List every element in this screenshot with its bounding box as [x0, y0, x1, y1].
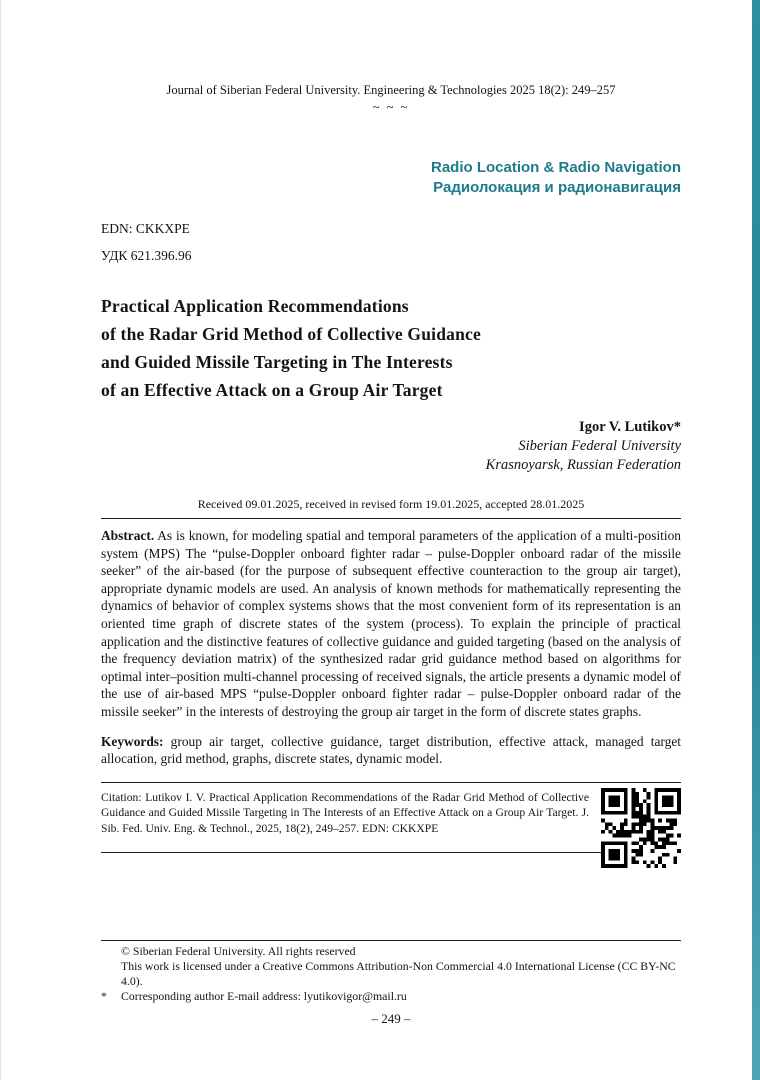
paper-title-line-1: Practical Application Recommendations — [101, 296, 409, 316]
author-affiliation: Siberian Federal University — [518, 438, 681, 454]
abstract-paragraph — [101, 527, 681, 721]
footer-divider — [101, 940, 681, 941]
journal-header: Journal of Siberian Federal University. Engineering & Technologies 2025 18(2): 249–257 — [166, 83, 616, 97]
abstract-text: As is known, for modeling spatial and temporal parameters of the application of a multi-position system (MPS) The “pulse-Doppler onboard fighter radar – pulse-Doppler onboard radar of the missile seeker” of the air-based (for the purpose of subsequent effective counteraction to the group air target), appropriate dynamic models are used. An analysis of known methods for mathematically representing the dynamics of behavior of complex systems shows that the most convenient form of its representation is an oriented time graph of discrete states of the system (process). To explain the principle of practical application and the distinctive features of collective guidance and guided targeting (based on the analysis of the frequency deviation matrix) of the synthesized radar grid guidance method based on algorithms for optimal inter–position multi-channel processing of received signals, the article presents a dynamic model of the use of air-based MPS “pulse-Doppler onboard fighter radar – pulse-Doppler onboard radar of the missile seeker” in the interests of destroying the group air target in the form of discrete states graphs. — [101, 528, 681, 719]
page-number: – 249 – — [371, 1010, 411, 1026]
abstract-label: Abstract. — [101, 528, 155, 543]
qr-code-graphic — [601, 788, 681, 868]
citation-block — [101, 782, 681, 868]
footer-corresponding-row — [101, 989, 681, 1004]
keywords-text: group air target, collective guidance, target distribution, effective attack, managed target allocation, grid method, graphs, discrete states, dynamic model. — [101, 733, 681, 767]
edn-code: EDN: CKKXPE — [101, 221, 190, 236]
citation-text: Citation: Lutikov I. V. Practical Application Recommendations of the Radar Grid Method of Collective Guidance and Guided Missile Targeting in The Interests of an Effective Attack on a Group Air Target. J. Sib. Fed. Univ. Eng. & Technol., 2025, 18(2), 249–257. EDN: CKKXPE — [101, 783, 601, 853]
udk-code: УДК 621.396.96 — [101, 248, 192, 263]
footer-asterisk: * — [101, 988, 107, 1003]
author-name: Igor V. Lutikov* — [579, 419, 681, 435]
keywords-paragraph — [101, 733, 681, 768]
paper-title-line-4: of an Effective Attack on a Group Air Target — [101, 380, 443, 400]
paper-title-line-2: of the Radar Grid Method of Collective Guidance — [101, 324, 481, 344]
footer-corresponding-author: Corresponding author E-mail address: lyutikovigor@mail.ru — [121, 988, 407, 1003]
section-heading-ru: Радиолокация и радионавигация — [433, 179, 681, 196]
paper-title — [101, 292, 681, 404]
article-page — [1, 0, 760, 1080]
tilde-divider: ~ ~ ~ — [372, 100, 410, 114]
divider-above-abstract — [101, 518, 681, 519]
author-location: Krasnoyarsk, Russian Federation — [485, 457, 681, 473]
keywords-label: Keywords: — [101, 733, 164, 749]
footer-block — [101, 940, 681, 1027]
footer-license-row — [101, 959, 681, 989]
paper-title-line-3: and Guided Missile Targeting in The Interests — [101, 352, 453, 372]
received-dates: Received 09.01.2025, received in revised form 19.01.2025, accepted 28.01.2025 — [197, 497, 585, 511]
footer-marker-spacer-1 — [101, 944, 121, 959]
footer-marker-spacer-2 — [101, 959, 121, 989]
footer-copyright-row — [101, 944, 681, 959]
footer-license: This work is licensed under a Creative Commons Attribution-Non Commercial 4.0 International License (CC BY-NC 4.0). — [121, 958, 676, 988]
footer-copyright: © Siberian Federal University. All rights reserved — [121, 943, 356, 958]
qr-code — [601, 783, 681, 868]
section-heading — [101, 158, 681, 198]
section-heading-en: Radio Location & Radio Navigation — [430, 159, 681, 176]
author-block — [101, 418, 681, 475]
